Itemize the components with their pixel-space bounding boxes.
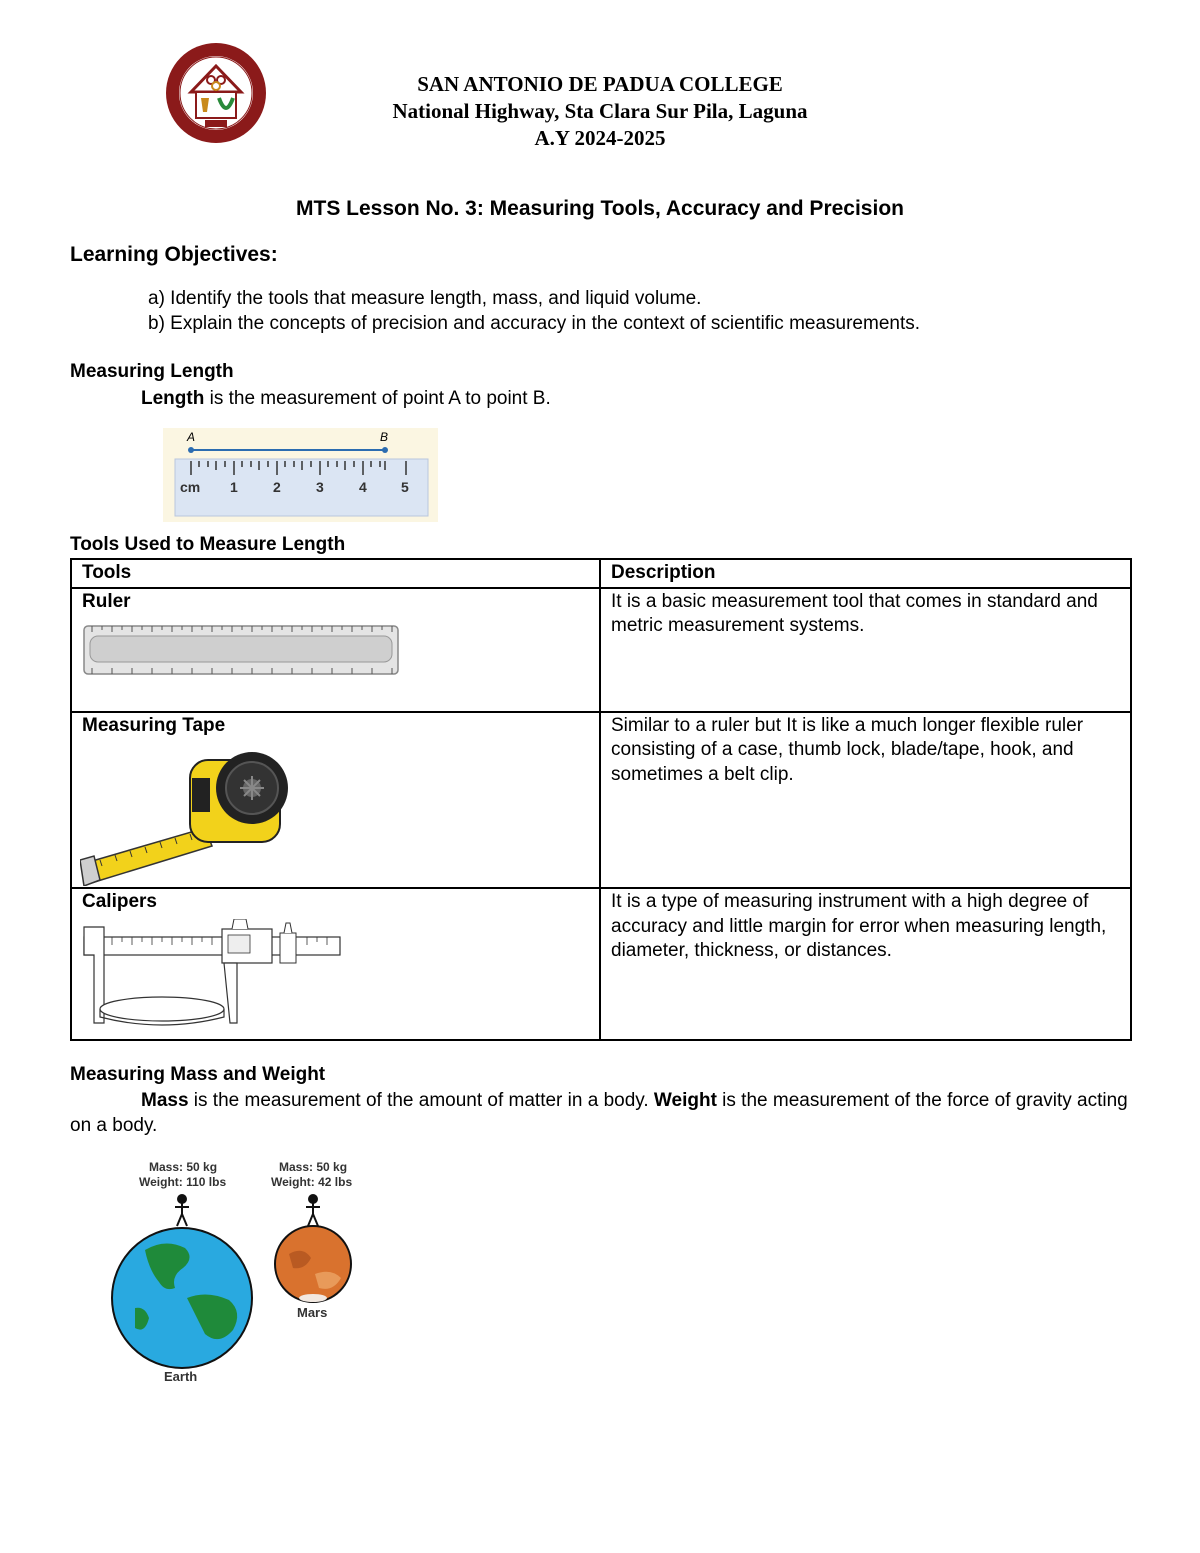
table-row — [71, 888, 1131, 1040]
objective-item: a) Identify the tools that measure length, mass, and liquid volume. — [148, 288, 702, 309]
length-definition-text: is the measurement of point A to point B. — [204, 388, 551, 409]
description-cell: Similar to a ruler but It is like a much longer flexible ruler consisting of a case, thumb lock, blade/tape, hook, and sometimes a belt clip. — [600, 712, 1131, 889]
tool-name: Ruler — [82, 590, 131, 612]
mars-label: Mars — [297, 1305, 328, 1320]
tools-table-caption: Tools Used to Measure Length — [70, 534, 346, 555]
column-header: Description — [600, 559, 1131, 588]
mars-weight-label: Weight: 42 lbs — [271, 1175, 353, 1189]
college-address: National Highway, Sta Clara Sur Pila, Laguna — [392, 99, 808, 123]
point-b-label: B — [380, 430, 389, 444]
length-ruler-figure — [163, 428, 438, 522]
ruler-image — [82, 622, 402, 676]
point-a-label: A — [187, 430, 196, 444]
measuring-tape-image — [80, 738, 300, 886]
tools-table — [70, 558, 1132, 1041]
weight-term: Weight — [653, 1090, 717, 1111]
length-term: Length — [141, 388, 205, 409]
tool-cell — [71, 588, 600, 712]
mass-heading: Measuring Mass and Weight — [70, 1064, 326, 1085]
earth-weight-label: Weight: 110 lbs — [139, 1175, 227, 1189]
weight-definition-text: is the measurement of the force of gravity acting on a body. — [70, 1090, 1128, 1136]
table-header-row — [71, 559, 1131, 588]
earth-mars-figure — [105, 1158, 365, 1388]
tick-label: 5 — [401, 479, 409, 495]
calipers-image — [82, 919, 344, 1031]
tick-label: 1 — [230, 479, 238, 495]
earth-label: Earth — [164, 1369, 198, 1384]
length-definition — [141, 386, 551, 411]
description-cell: It is a type of measuring instrument with a high degree of accuracy and little margin for error when measuring length, diameter, thickness, or distances. — [600, 888, 1131, 1040]
tick-label: 2 — [273, 479, 281, 495]
lesson-title: MTS Lesson No. 3: Measuring Tools, Accuracy and Precision — [296, 197, 904, 220]
table-row — [71, 588, 1131, 712]
tick-label: 4 — [359, 479, 367, 495]
mass-definition-text: is the measurement of the amount of matter in a body. — [188, 1090, 654, 1111]
table-row — [71, 712, 1131, 889]
mass-definition — [70, 1088, 1130, 1138]
mars-mass-label: Mass: 50 kg — [279, 1160, 348, 1174]
tool-cell — [71, 712, 600, 889]
objective-item: b) Explain the concepts of precision and accuracy in the context of scientific measurements. — [148, 313, 921, 334]
tick-label: 3 — [316, 479, 324, 495]
earth-mass-label: Mass: 50 kg — [149, 1160, 218, 1174]
unit-label: cm — [180, 479, 201, 495]
mass-term: Mass — [141, 1090, 189, 1111]
tool-name: Measuring Tape — [82, 714, 226, 736]
description-cell: It is a basic measurement tool that comes in standard and metric measurement systems. — [600, 588, 1131, 712]
college-name: SAN ANTONIO DE PADUA COLLEGE — [417, 72, 783, 96]
tool-name: Calipers — [82, 891, 157, 912]
tool-cell — [71, 888, 600, 1040]
length-heading: Measuring Length — [70, 361, 234, 382]
academic-year: A.Y 2024-2025 — [534, 126, 666, 150]
column-header: Tools — [71, 559, 600, 588]
objectives-heading: Learning Objectives: — [70, 243, 278, 266]
